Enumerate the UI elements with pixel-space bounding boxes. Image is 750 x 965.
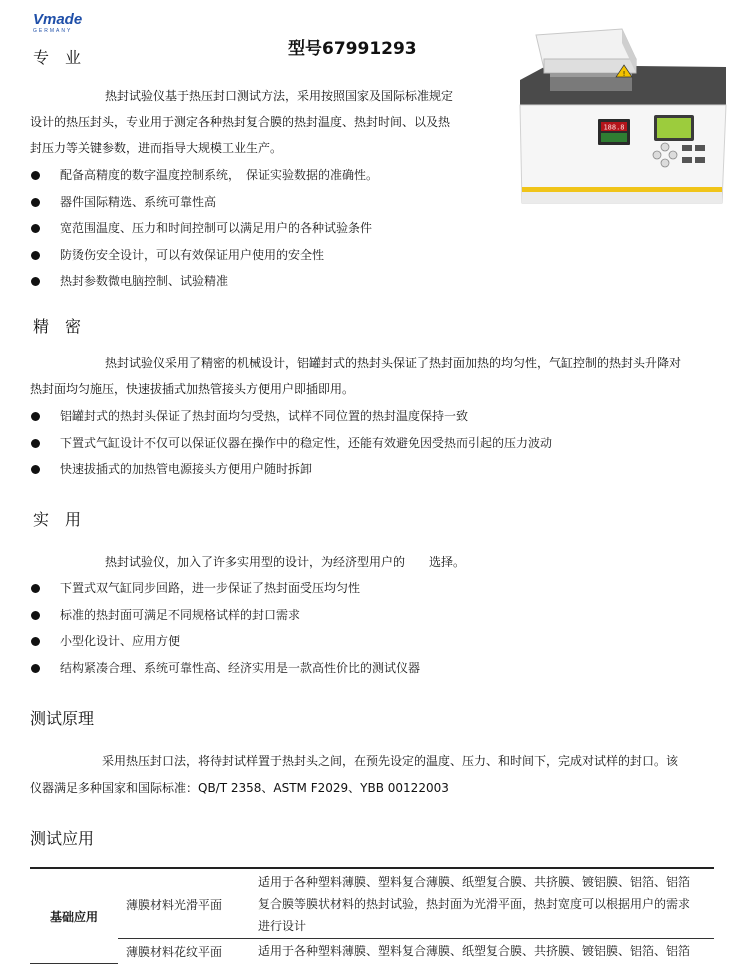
description-line: 适用于各种塑料薄膜、塑料复合薄膜、纸塑复合膜、共挤膜、镀铝膜、铝箔、铝箔: [258, 875, 691, 889]
table-subcategory-cell: 薄膜材料花纹平面: [126, 944, 223, 959]
list-item: 器件国际精选、系统可靠性高: [30, 189, 378, 216]
table-description-cell: [258, 870, 714, 939]
brand-logo: [33, 12, 93, 34]
svg-text:188.8: 188.8: [603, 123, 625, 132]
list-item: 下置式气缸设计不仅可以保证仪器在操作中的稳定性，还能有效避免因受热而引起的压力波动: [30, 430, 552, 457]
svg-text:!: !: [622, 70, 626, 78]
principle-paragraph-line2: 仪器满足多种国家和国际标准：QB/T 2358、ASTM F2029、YBB 00122003: [30, 781, 449, 795]
list-item: 标准的热封面可满足不同规格试样的封口需求: [30, 602, 420, 629]
table-subcategory-cell: 薄膜材料光滑平面: [118, 870, 258, 939]
precise-bullet-list: [30, 403, 552, 483]
table-row: [30, 939, 714, 964]
heat-seal-tester-illustration: [512, 25, 732, 235]
table-top-rule: [30, 867, 714, 869]
principle-paragraph-line1: 采用热压封口法，将待封试样置于热封头之间，在预先设定的温度、压力、和时间下，完成对试样的封口。该: [102, 754, 679, 768]
product-image: [512, 25, 732, 235]
professional-bullet-list: [30, 162, 378, 295]
list-item: 结构紧凑合理、系统可靠性高、经济实用是一款高性价比的测试仪器: [30, 655, 420, 682]
table-description-cell: [258, 939, 714, 964]
table-category-cell: 基础应用: [30, 870, 118, 963]
list-item: 防烫伤安全设计，可以有效保证用户使用的安全性: [30, 242, 378, 269]
list-item: 小型化设计、应用方便: [30, 628, 420, 655]
description-line: 适用于各种塑料薄膜、塑料复合薄膜、纸塑复合膜、共挤膜、镀铝膜、铝箔、铝箔: [258, 944, 691, 958]
model-number: 型号67991293: [288, 39, 417, 59]
professional-paragraph-line2: 设计的热压封头，专业用于测定各种热封复合膜的热封温度、热封时间、以及热: [30, 115, 451, 129]
applications-table: [30, 870, 714, 964]
description-line: 进行设计: [258, 919, 307, 933]
section-title-applications: 测试应用: [30, 829, 95, 848]
section-title-professional: 专 业: [33, 48, 82, 67]
practical-bullet-list: [30, 575, 420, 681]
brand-logo-subtext: GERMANY: [33, 28, 73, 34]
professional-paragraph-line3: 封压力等关键参数，进而指导大规模工业生产。: [30, 141, 283, 155]
list-item: 热封参数微电脑控制、试验精准: [30, 268, 378, 295]
list-item: 下置式双气缸同步回路，进一步保证了热封面受压均匀性: [30, 575, 420, 602]
brand-logo-text: Vmade: [33, 11, 83, 28]
professional-paragraph-line1: 热封试验仪基于热压封口测试方法，采用按照国家及国际标准规定: [105, 89, 454, 103]
list-item: 配备高精度的数字温度控制系统， 保证实验数据的准确性。: [30, 162, 378, 189]
table-row: [30, 870, 714, 939]
precise-paragraph-line1: 热封试验仪采用了精密的机械设计，铝罐封式的热封头保证了热封面加热的均匀性，气缸控制的热封头升降对: [105, 356, 682, 370]
section-title-principle: 测试原理: [30, 709, 95, 728]
list-item: 铝罐封式的热封头保证了热封面均匀受热，试样不同位置的热封温度保持一致: [30, 403, 552, 430]
list-item: 宽范围温度、压力和时间控制可以满足用户的各种试验条件: [30, 215, 378, 242]
list-item: 快速拔插式的加热管电源接头方便用户随时拆卸: [30, 456, 552, 483]
practical-paragraph-line1: 热封试验仪，加入了许多实用型的设计，为经济型用户的 选择。: [105, 555, 466, 569]
precise-paragraph-line2: 热封面均匀施压，快速拔插式加热管接头方便用户即插即用。: [30, 382, 355, 396]
section-title-precise: 精 密: [33, 317, 82, 336]
description-line: 复合膜等膜状材料的热封试验，热封面为光滑平面，热封宽度可以根据用户的需求: [258, 897, 691, 911]
section-title-practical: 实 用: [33, 510, 82, 529]
